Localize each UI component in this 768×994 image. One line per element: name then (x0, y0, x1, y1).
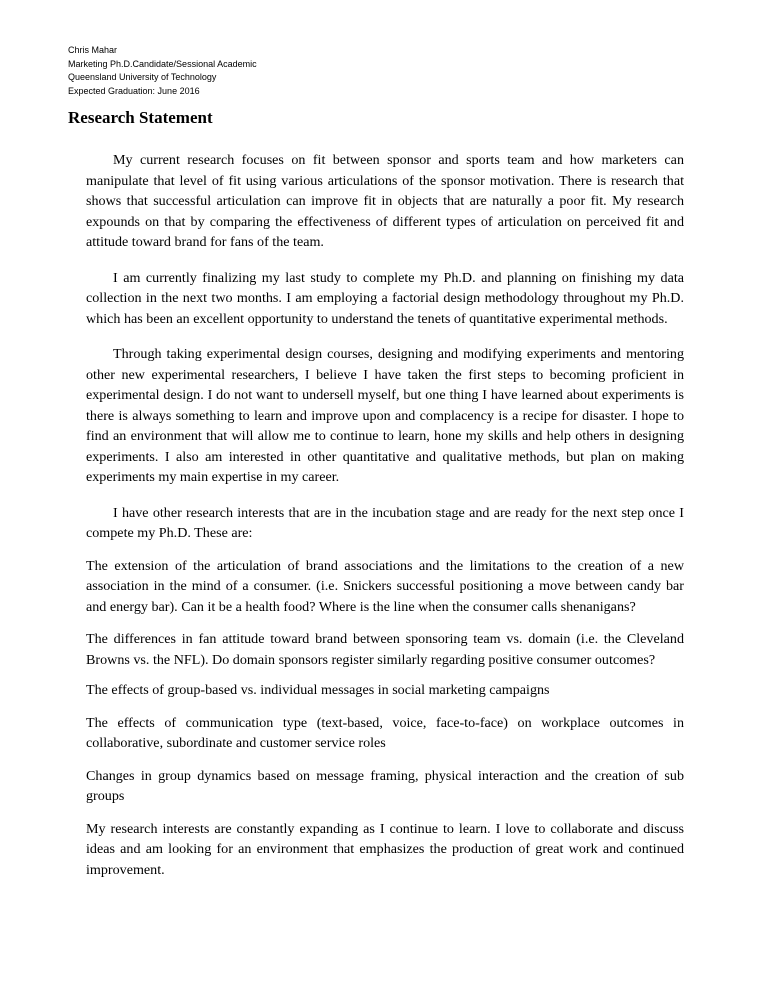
interest-item: The extension of the articulation of brand associations and the limitations to the creation of a new association in the mind of a consumer. (i.e. Snickers successful positioning a move between candy bar and energy bar). Can it be a health food? Where is the line when the consumer calls shenanigans? (86, 557, 684, 615)
paragraph-closing: My research interests are constantly expanding as I continue to learn. I love to collaborate and discuss ideas and am looking for an environment that emphasizes the production of great work and continued improvement. (86, 820, 684, 878)
interest-item: The differences in fan attitude toward brand between sponsoring team vs. domain (i.e. the Cleveland Browns vs. the NFL). Do domain sponsors register similarly regarding positive consumer outcomes? (86, 631, 684, 668)
paragraph-other-interests-intro: I have other research interests that are in the incubation stage and are ready for the next step once I compete my Ph.D. These are: (86, 504, 684, 541)
author-institution: Queensland University of Technology (68, 72, 217, 82)
paragraph-current-research: My current research focuses on fit between sponsor and sports team and how marketers can manipulate that level of fit using various articulations of the sponsor motivation. There is research that shows that successful articulation can improve fit in objects that are naturally a poor fit. My research expounds on that by comparing the effectiveness of different types of articulation on perceived fit and attitude toward brand for fans of the team. (86, 152, 684, 250)
paragraph-experimental-design: Through taking experimental design courses, designing and modifying experiments and mentoring other new experimental researchers, I believe I have taken the first steps to becoming proficient in experimental design. I do not want to undersell myself, but one thing I have learned about experiments is there is always something to learn and improve upon and complacency is a recipe for disaster. I hope to find an environment that will allow me to continue to learn, hone my skills and help others in designing experiments. I also am interested in other quantitative and qualitative methods, but plan on making experiments my main expertise in my career. (86, 346, 684, 485)
document-body (86, 150, 684, 880)
paragraph-finalizing-study: I am currently finalizing my last study to complete my Ph.D. and planning on finishing my data collection in the next two months. I am employing a factorial design methodology throughout my Ph.D. which has been an excellent opportunity to understand the tenets of quantitative experimental methods. (86, 269, 684, 327)
author-header (68, 44, 257, 98)
interest-item: The effects of communication type (text-based, voice, face-to-face) on workplace outcomes in collaborative, subordinate and customer service roles (86, 714, 684, 751)
expected-graduation: Expected Graduation: June 2016 (68, 85, 200, 96)
document-title: Research Statement (68, 108, 213, 127)
author-position: Marketing Ph.D.Candidate/Sessional Academic (68, 58, 257, 69)
interest-item: The effects of group-based vs. individual messages in social marketing campaigns (86, 682, 550, 698)
interest-item: Changes in group dynamics based on message framing, physical interaction and the creation of sub groups (86, 767, 684, 804)
author-name: Chris Mahar (68, 45, 118, 55)
